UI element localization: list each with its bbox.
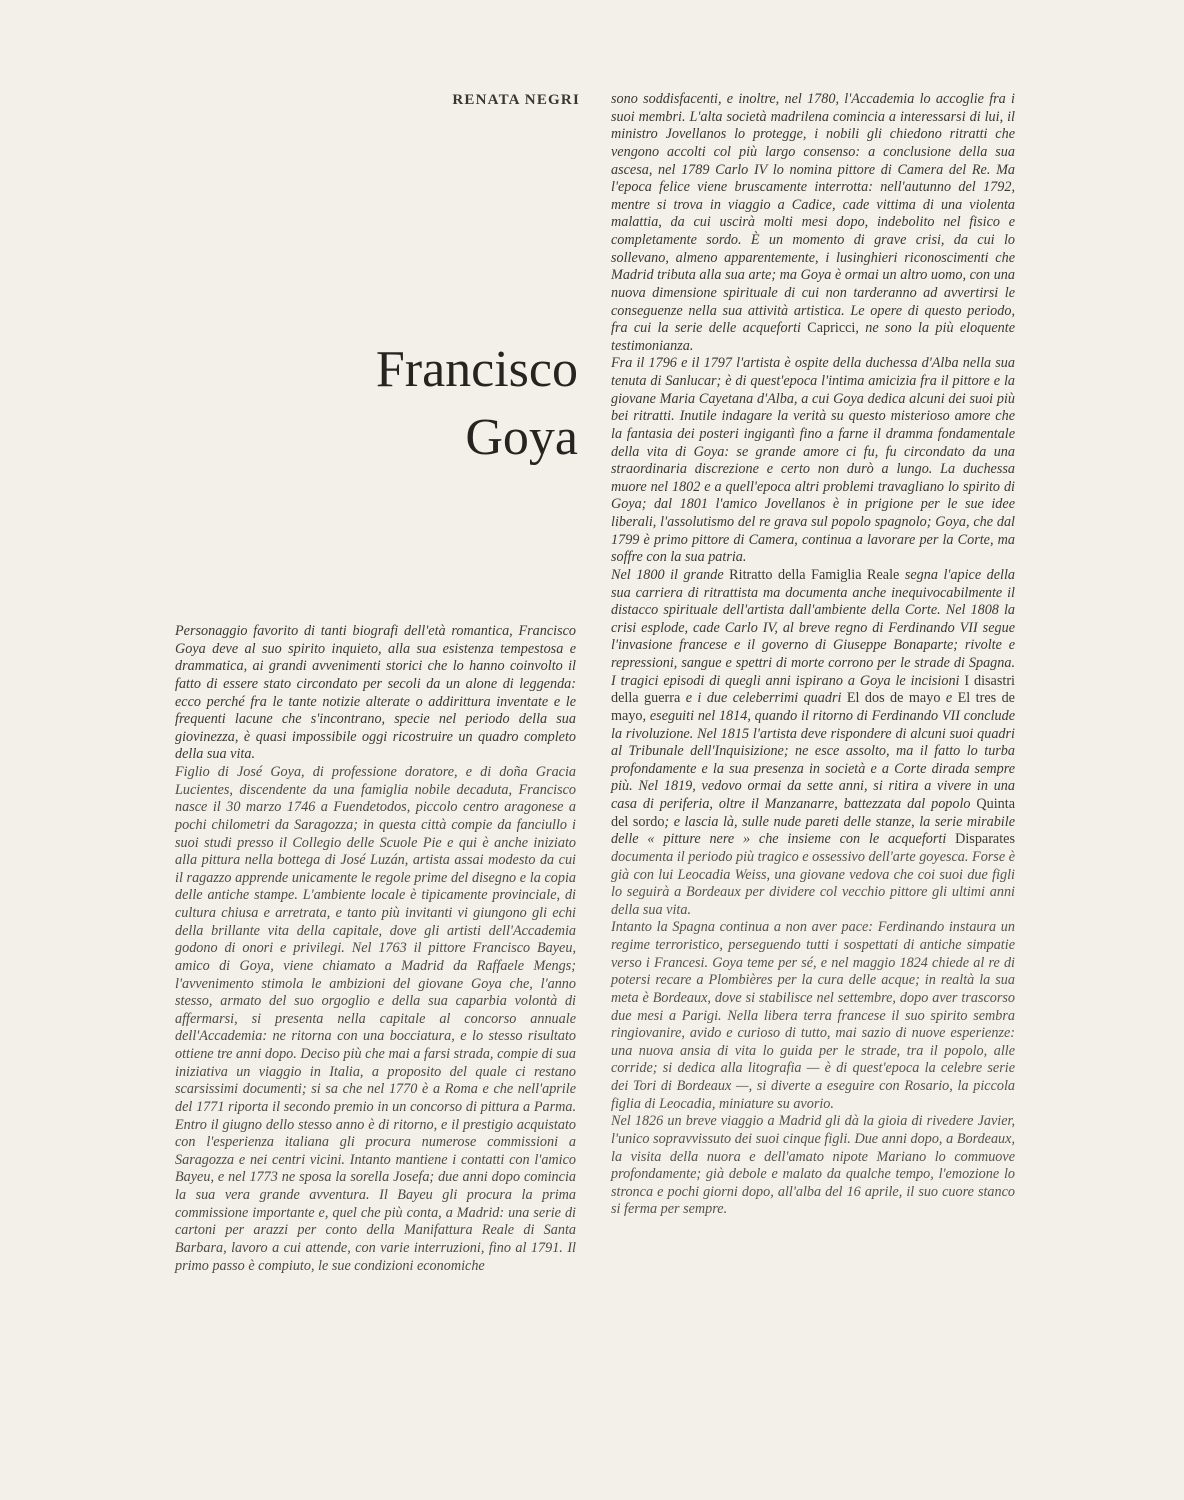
author-name: RENATA NEGRI <box>452 92 580 108</box>
text-span: —, si diverte a eseguire con Rosario, la piccola figlia di Leocadia, miniature su avorio. <box>611 1078 1015 1112</box>
work-title-quinta: Quinta del sordo <box>611 796 1015 830</box>
title-line-first-name: Francisco <box>375 341 578 398</box>
work-title-tres-de-mayo: El tres de mayo <box>611 690 1015 724</box>
text-span: Intanto la Spagna continua a non aver pace: Ferdinando instaura un regime terroristico, perseguendo tutti i sospettati di antiche simpatie verso i Francesi. Goya teme per sé, e nel maggio 1824 chiede al re di potersi recare a Plombières per la cura delle acque; in realtà la sua meta è Bordeaux, dove si stabilisce nel settembre, dopo aver trascorso due mesi a Parigi. Nella libera terra francese il suo spirito sembra ringiovanire, avido e curioso di tutto, mai sazio di nuove esperienze: una nuova ansia di vita lo guida per le strade, tra il popolo, alle corride; si dedica alla litografia — è di quest'epoca la celebre serie dei <box>611 919 1015 1094</box>
text-span: documenta il periodo più tragico e ossessivo dell'arte goyesca. Forse è già con lui Leocadia Weiss, una giovane vedova che coi suoi due figli lo seguirà a Bordeaux per dividere col vecchio pittore gli ultimi anni della sua vita. <box>611 848 1015 918</box>
right-text-column <box>611 91 1015 1219</box>
text-span: e <box>940 690 958 707</box>
paragraph-intro: Personaggio favorito di tanti biografi dell'età romantica, Francisco Goya deve al suo spirito inquieto, alla sua esistenza tempestosa e drammatica, ai grandi avvenimenti storici che lo hanno coinvolto il fatto di essere stato circondato per secoli da un alone di leggenda: ecco perché fra le tante notizie alterate o addirittura inventate e le frequenti lacune che s'incontrano, specie nel periodo della sua giovinezza, è quasi impossibile oggi ricostruire un quadro completo della sua vita. <box>175 623 576 763</box>
title-line-last-name: Goya <box>465 409 578 466</box>
work-title-dos-de-mayo: El dos de mayo <box>846 690 941 707</box>
work-title-family: Ritratto della Famiglia Reale <box>729 566 900 583</box>
work-title-capricci: Capricci <box>807 320 856 337</box>
paragraph-early-life: Figlio di José Goya, di professione doratore, e di doña Gracia Lucientes, discendente da una famiglia nobile decaduta, Francisco nasce il 30 marzo 1746 a Fuendetodos, piccolo centro aragonese a pochi chilometri da Saragozza; in questa città compie da fanciullo i suoi studi presso il Collegio delle Scuole Pie e qui è anche iniziato alla pittura nella bottega di José Luzán, artista assai modesto da cui il ragazzo apprende unicamente le regole prime del disegno e la copia delle antiche stampe. L'ambiente locale è tipicamente provinciale, di cultura chiusa e arretrata, e tanto più invitanti vi giungono gli echi della brillante vita della capitale, dove gli artisti dell'Accademia godono di onori e privilegi. Nel 1763 il pittore Francisco Bayeu, amico di Goya, viene chiamato a Madrid da Raffaele Mengs; l'avvenimento stimola le ambizioni del giovane Goya che, l'anno stesso, armato del suo orgoglio e della sua caparbia volontà di affermarsi, si presenta nella capitale al concorso annuale dell'Accademia: ne ritorna con una bocciatura, e lo stesso risultato ottiene tre anni dopo. Deciso più che mai a farsi strada, compie di sua iniziativa un viaggio in Italia, a proposito del quale ci restano scarsissimi documenti; si sa che nel 1770 è a Roma e che nell'aprile del 1771 riporta il secondo premio in un concorso di pittura a Parma. Entro il giugno dello stesso anno è di ritorno, e il prestigio acquistato con l'esperienza italiana gli procura numerose commissioni a Saragozza e nei centri vicini. Intanto mantiene i contatti con l'amico Bayeu, e nel 1773 ne sposa la sorella Josefa; due anni dopo comincia la sua vera grande avventura. Il Bayeu gli procura la prima commissione importante e, quel che più conta, a Madrid: una serie di cartoni per arazzi per conto della Manifattura Reale di Santa Barbara, lavoro a cui attende, con varie interruzioni, fino al 1791. Il primo passo è compiuto, le sue condizioni economiche <box>175 764 576 1274</box>
paragraph-final-years: Nel 1826 un breve viaggio a Madrid gli dà la gioia di rivedere Javier, l'unico sopravvissuto dei suoi cinque figli. Due anni dopo, a Bordeaux, la visita della nuora e dell'amato nipote Mariano lo commuove profondamente; già debole e malato da qualche tempo, l'emozione lo stronca e pochi giorni dopo, all'alba del 16 aprile, il suo cuore stanco si ferma per sempre. <box>611 1113 1015 1218</box>
paragraph-war-years <box>611 567 1015 920</box>
text-span: , eseguiti nel 1814, quando il ritorno di Ferdinando VII conclude la rivoluzione. Nel 1815 l'artista deve rispondere di alcuni suoi quadri al Tribunale dell'Inquisizione; ne esce assolto, ma il fatto lo turba profondamente e la sua presenza in società e a Corte dirada sempre più. Nel 1819, vedovo ormai da sette anni, si ritira a vivere in una casa di periferia, oltre il Manzanarre, battezzata dal popolo <box>611 707 1015 812</box>
paragraph-career <box>611 91 1015 355</box>
work-title-tori: Tori di Bordeaux <box>633 1078 732 1094</box>
text-span: , ne sono la più eloquente testimonianza. <box>611 320 1015 354</box>
text-span: segna l'apice della sua carriera di ritrattista ma documenta anche inequivocabilmente il distacco spirituale dell'artista dall'ambiente della Corte. Nel 1808 la crisi esplode, cade Carlo IV, al breve regno di Ferdinando VII segue l'invasione francese e il governo di Giuseppe Bonaparte; rivolte e repressioni, sangue e spettri di morte corrono per le strade di Spagna. I tragici episodi di quegli anni ispirano a Goya le incisioni <box>611 566 1016 689</box>
text-span: sono soddisfacenti, e inoltre, nel 1780, l'Accademia lo accoglie fra i suoi membri. L'alta società madrilena comincia a interessarsi di lui, il ministro Jovellanos lo protegge, i nobili gli chiedono ritratti che vengono accolti col più largo consenso: a conclusione della sua ascesa, nel 1789 Carlo IV lo nomina pittore di Camera del Re. Ma l'epoca felice viene bruscamente interrotta: nell'autunno del 1792, mentre si trova in viaggio a Cadice, cade vittima di una violenta malattia, da cui uscirà molti mesi dopo, indebolito nel fisico e completamente sordo. È un momento di grave crisi, da cui lo sollevano, almeno apparentemente, i lusinghieri riconoscimenti che Madrid tributa alla sua arte; ma Goya è ormai un altro uomo, con una nuova dimensione spirituale di cui non tarderanno ad avvertirsi le conseguenze nella sua attività artistica. Le opere di questo periodo, fra cui la serie delle acqueforti <box>611 91 1015 337</box>
paragraph-bordeaux <box>611 919 1015 1113</box>
left-text-column <box>175 623 576 1275</box>
paragraph-duchess-alba: Fra il 1796 e il 1797 l'artista è ospite della duchessa d'Alba nella sua tenuta di Sanlucar; è di quest'epoca l'intima amicizia fra il pittore e la giovane Maria Cayetana d'Alba, a cui Goya dedica alcuni dei suoi più bei ritratti. Inutile indagare la verità su questo misterioso amore che la fantasia dei posteri ingigantì fino a farne il dramma fondamentale della vita di Goya: se grande amore ci fu, fu circondato da una straordinaria discrezione e certo non durò a lungo. La duchessa muore nel 1802 e a quell'epoca altri problemi travagliano lo spirito di Goya; dal 1801 l'amico Jovellanos è in prigione per le sue idee liberali, l'assolutismo del re grava sul popolo spagnolo; Goya, che dal 1799 è primo pittore di Camera, continua a lavorare per la Corte, ma soffre con la sua patria. <box>611 355 1015 566</box>
text-span: Nel 1800 il grande <box>611 566 730 583</box>
text-span: ; e lascia là, sulle nude pareti delle stanze, la serie mirabile delle « pitture nere » che insieme con le acqueforti <box>611 813 1015 848</box>
work-title-disasters: I disastri della guerra <box>611 672 1015 707</box>
article-title <box>300 336 578 472</box>
text-span: e i due celeberrimi quadri <box>680 690 847 707</box>
work-title-disparates: Disparates <box>955 831 1015 848</box>
